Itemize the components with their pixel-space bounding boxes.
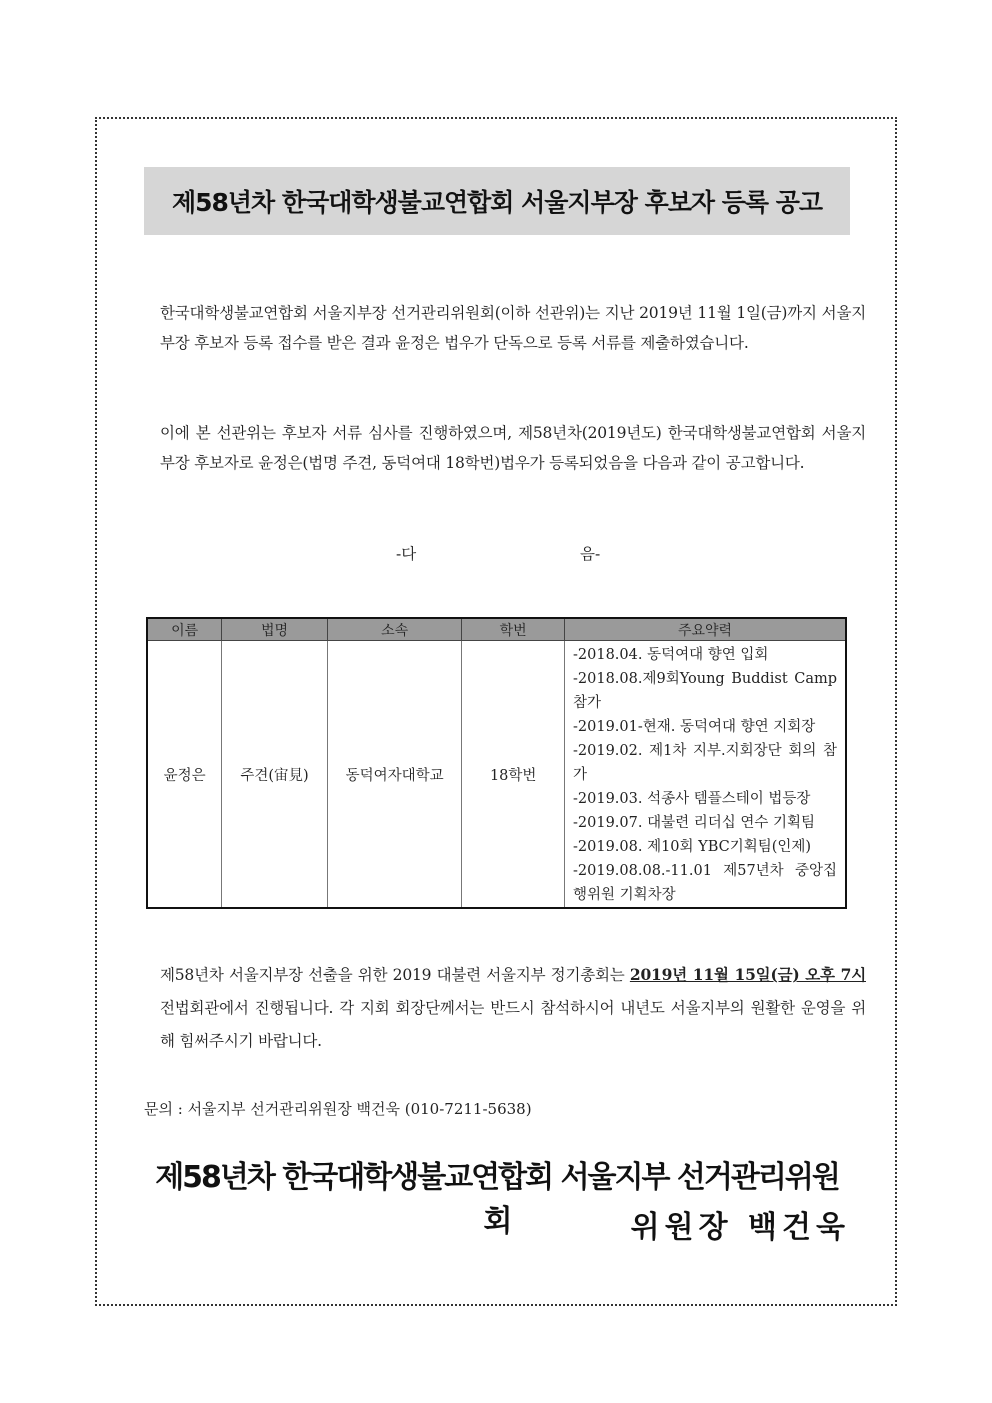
notice-marker-left: -다 (396, 545, 417, 563)
cell-affiliation: 동덕여자대학교 (327, 641, 461, 909)
career-item: -2019.08. 제10회 YBC기획팀(인제) (573, 839, 812, 855)
organization-name: 제58년차 한국대학생불교연합회 서울지부 선거관리위원회 (155, 1160, 839, 1239)
cell-name: 윤정은 (147, 641, 222, 909)
cell-student-id: 18학번 (462, 641, 565, 909)
career-item: -2019.02. 제1차 지부.지회장단 회의 참가 (573, 743, 837, 783)
assembly-datetime: 2019년 11월 15일(금) 오후 7시 (629, 965, 866, 984)
header-dharma-name: 법명 (222, 618, 328, 641)
page-title: 제58년차 한국대학생불교연합회 서울지부장 후보자 등록 공고 (171, 188, 823, 217)
cell-career (565, 641, 847, 909)
career-item: -2019.08.08.-11.01 제57년차 중앙집행위원 기획차장 (573, 863, 837, 903)
candidate-table (146, 617, 847, 909)
assembly-paragraph (144, 958, 866, 1058)
contact-info: 문의 : 서울지부 선거관리위원장 백건욱 (010-7211-5638) (144, 1100, 532, 1118)
table-row (147, 641, 846, 909)
title-banner (144, 167, 850, 235)
career-item: -2019.03. 석종사 템플스테이 법등장 (573, 791, 811, 807)
header-career: 주요약력 (565, 618, 847, 641)
announcement-paragraph: 이에 본 선관위는 후보자 서류 심사를 진행하였으며, 제58년차(2019년도) 한국대학생불교연합회 서울지부장 후보자로 윤정은(법명 주견, 동덕여대 18학번)법우가 등록되었음을 다음과 같이 공고합니다. (160, 424, 866, 472)
career-item: -2019.01-현재. 동덕여대 향연 지회장 (573, 719, 816, 735)
chairman-signature: 위원장 백건욱 (630, 1210, 850, 1245)
intro-paragraph: 한국대학생불교연합회 서울지부장 선거관리위원회(이하 선관위)는 지난 2019년 11월 1일(금)까지 서울지부장 후보자 등록 접수를 받은 결과 윤정은 법우가 단독으로 등록 서류를 제출하였습니다. (160, 304, 866, 352)
header-name: 이름 (147, 618, 222, 641)
career-item: -2018.04. 동덕여대 향연 입회 (573, 647, 769, 663)
header-student-id: 학번 (462, 618, 565, 641)
assembly-text-before: 제58년차 서울지부장 선출을 위한 2019 대불련 서울지부 정기총회는 (160, 966, 630, 984)
cell-dharma-name: 주견(宙見) (222, 641, 328, 909)
assembly-text-after: 전법회관에서 진행됩니다. 각 지회 회장단께서는 반드시 참석하시어 내년도 서울지부의 원활한 운영을 위해 힘써주시기 바랍니다. (160, 999, 866, 1050)
career-item: -2019.07. 대불련 리더십 연수 기획팀 (573, 815, 815, 831)
table-header-row (147, 618, 846, 641)
career-item: -2018.08.제9회Young Buddist Camp 참가 (573, 671, 837, 711)
notice-marker-right: 음- (580, 545, 601, 563)
header-affiliation: 소속 (327, 618, 461, 641)
